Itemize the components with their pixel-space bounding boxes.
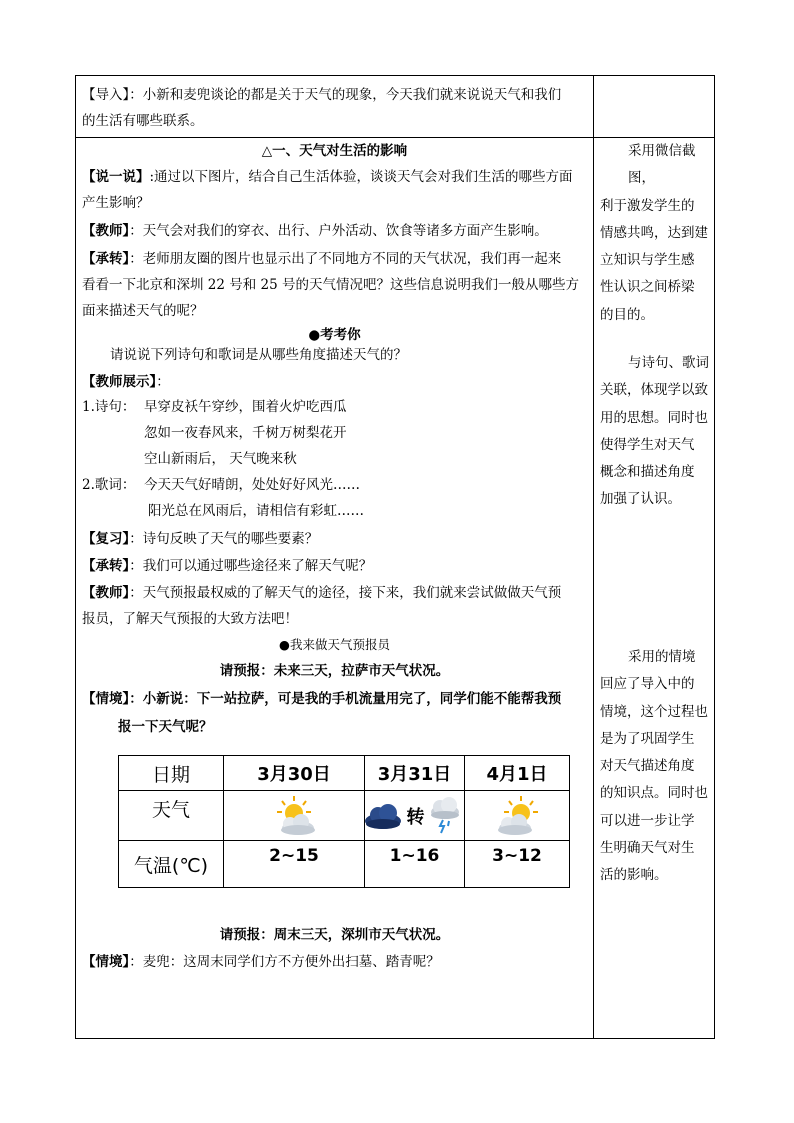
note-line: 回应了导入中的 [600,676,695,693]
poem-line-3: 空山新雨后， 天气晚来秋 [144,451,297,467]
teacher1-text: ：天气会对我们的穿衣、出行、户外活动、饮食等诸多方面产生影响。 [129,223,548,239]
situation2-text: ：麦兜：这周末同学们方不方便外出扫墓、踏青呢？ [129,954,440,970]
weather-cell-day1 [224,791,364,840]
date-cell: 3月30日 [257,764,331,785]
transition1-label: 【承转】 [82,251,130,267]
poem-line-1: 早穿皮袄午穿纱，围着火炉吃西瓜 [144,399,347,415]
teacher2-line-1 [82,580,561,606]
kaokao-title: ●考考你 [308,327,361,343]
forecast1-title: 请预报：未来三天，拉萨市天气状况。 [219,663,450,679]
date-cell: 3月31日 [377,764,452,785]
side-note-2 [600,350,716,514]
transition1-line-3: 面来描述天气的呢？ [82,303,204,319]
teacher1-label: 【教师】 [82,223,130,239]
transition2-label: 【承转】 [82,558,130,574]
side-note-3 [600,644,716,890]
weather-table [118,755,570,888]
section-title: △一、天气对生活的影响 [261,143,408,159]
note-line: 利于激发学生的 [600,197,695,214]
note-line: 的知识点。同时也 [600,785,708,802]
shuo-line-2: 产生影响？ [82,195,150,211]
kaokao-prompt: 请说说下列诗句和歌词是从哪些角度描述天气的？ [110,347,407,363]
lyrics-line-1: 今天天气好晴朗，处处好好风光…… [144,477,360,493]
note-line: 关联，体现学以致 [600,382,708,399]
teacher1-line [82,218,548,244]
column-divider [593,138,594,1038]
note-line: 与诗句、歌词 [628,355,709,371]
transition1-text: ：老师朋友圈的图片也显示出了不同地方不同的天气状况，我们再一起来 [129,251,562,267]
note-line: 是为了巩固学生 [600,730,695,747]
note-line: 活的影响。 [600,867,668,884]
teacher-show-label: 【教师展示】 [82,374,157,390]
review-label: 【复习】 [82,531,130,547]
note-line: 对天气描述角度 [600,758,695,775]
note-line: 生明确天气对生 [600,840,695,857]
intro-text: ：小新和麦兜谈论的都是关于天气的现象，今天我们就来说说天气和我们 [129,87,562,103]
transition1-line-1 [82,246,561,272]
note-line: 性认识之间桥梁 [600,279,695,296]
note-line: 可以进一步让学 [600,812,695,829]
row-label-date: 日期 [151,763,190,786]
forecast2-title: 请预报：周末三天，深圳市天气状况。 [219,927,450,943]
shuo-text: :通过以下图片，结合自己生活体验，谈谈天气会对我们生活的哪些方面 [149,169,573,185]
sun-cloud-icon [268,794,320,838]
teacher2-label: 【教师】 [82,585,130,601]
note-line: 采用微信截图， [628,143,696,187]
row-label-temp: 气温(℃) [133,854,209,877]
note-line: 情感共鸣，达到建 [600,224,708,241]
lesson-table [75,75,715,1039]
weather-cell-day2 [365,791,464,840]
date-cell: 4月1日 [486,764,548,785]
shuo-line-1 [82,164,573,190]
lyrics-line-2: 阳光总在风雨后，请相信有彩虹…… [148,503,364,519]
temp-cell: 2~15 [269,846,319,866]
situation2-line [82,949,440,975]
note-line: 加强了认识。 [600,491,681,508]
intro-label: 【导入】 [82,87,130,103]
poem-prefix: 1.诗句： [82,399,136,415]
review-text: ：诗句反映了天气的哪些要素？ [129,531,319,547]
situation2-label: 【情境】 [82,954,130,970]
note-line: 的目的。 [600,306,654,323]
transition2-text: ：我们可以通过哪些途径来了解天气呢？ [129,558,373,574]
transition1-line-2: 看看一下北京和深圳 22 号和 25 号的天气情况吧？这些信息说明我们一般从哪些方 [82,277,580,293]
temp-cell: 1~16 [389,846,440,866]
situation1-line-1 [82,686,561,712]
poem-line-2: 忽如一夜春风来，千树万树梨花开 [144,425,347,441]
rain-cloud-icon [429,796,461,836]
forecaster-title: ●我来做天气预报员 [279,637,390,652]
sun-cloud-icon [491,794,543,838]
note-line: 采用的情境 [628,649,696,665]
lyrics-prefix: 2.歌词： [82,477,136,493]
review-line [82,526,318,552]
transition-word: 转 [406,806,425,828]
situation1-line-2: 报一下天气呢？ [118,719,213,735]
note-line: 立知识与学生感 [600,252,695,269]
weather-cell-day3 [465,791,569,840]
note-line: 使得学生对天气 [600,436,695,453]
situation1-text: ：小新说：下一站拉萨，可是我的手机流量用完了，同学们能不能帮我预 [129,691,562,707]
shuo-label: 【说一说】 [82,169,150,185]
situation1-label: 【情境】 [82,691,130,707]
teacher2-line-2: 报员，了解天气预报的大致方法吧！ [82,611,298,627]
row-label-weather: 天气 [151,799,190,821]
teacher-show-suffix: ： [156,374,170,390]
intro-line-1 [82,82,561,108]
dark-cloud-icon [363,801,403,831]
temp-cell: 3~12 [492,846,542,866]
teacher-show-line [82,369,170,395]
column-divider-top [593,76,594,137]
note-line: 概念和描述角度 [600,464,695,481]
transition2-line [82,553,372,579]
intro-line-2: 的生活有哪些联系。 [82,113,204,129]
side-note-1 [600,138,716,329]
note-line: 用的思想。同时也 [600,409,708,426]
teacher2-text: ：天气预报最权威的了解天气的途径，接下来，我们就来尝试做做天气预 [129,585,562,601]
note-line: 情境，这个过程也 [600,703,708,720]
